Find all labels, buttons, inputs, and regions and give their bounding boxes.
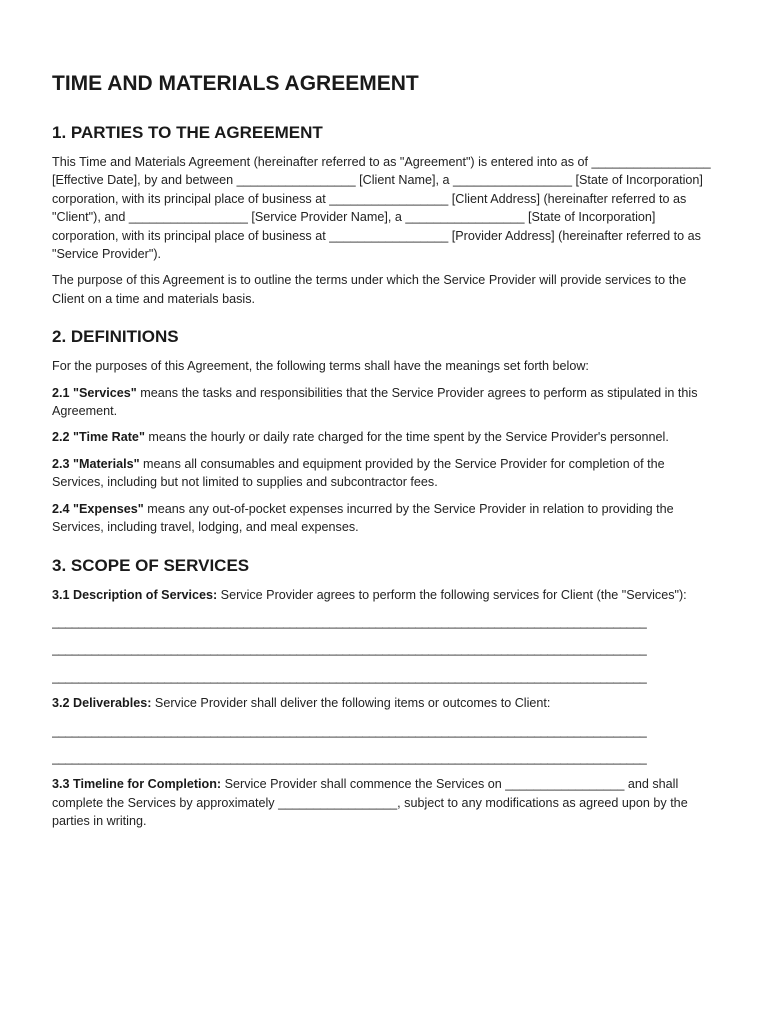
definition-text: means the tasks and responsibilities that the Service Provider agrees to perform as stipulated in this Agreement.: [52, 385, 698, 419]
section-heading-definitions: 2. DEFINITIONS: [52, 327, 179, 347]
definition-text: means any out-of-pocket expenses incurred by the Service Provider in relation to providing the Services, including travel, lodging, and meal expenses.: [52, 501, 674, 535]
deliverables-blank-line: __________________________________________________________________________________________: [52, 750, 647, 765]
services-blank-line: __________________________________________________________________________________________: [52, 642, 647, 657]
definitions-intro: For the purposes of this Agreement, the following terms shall have the meanings set forth below:: [52, 359, 589, 374]
definition-text: means the hourly or daily rate charged for the time spent by the Service Provider's personnel.: [144, 430, 669, 445]
definition-item: [52, 428, 718, 446]
purpose-paragraph: The purpose of this Agreement is to outline the terms under which the Service Provider will provide services to the Client on a time and materials basis.: [52, 273, 687, 306]
definition-item: [52, 384, 718, 421]
scope-deliverables-term: 3.2 Deliverables:: [52, 696, 152, 711]
section-heading-parties: 1. PARTIES TO THE AGREEMENT: [52, 123, 323, 142]
scope-description-term: 3.1 Description of Services:: [52, 587, 218, 602]
scope-deliverables-text: Service Provider shall deliver the following items or outcomes to Client:: [151, 696, 551, 711]
scope-timeline-term: 3.3 Timeline for Completion:: [52, 777, 222, 792]
definition-text: means all consumables and equipment provided by the Service Provider for completion of the Services, including but not limited to supplies and subcontractor fees.: [52, 456, 665, 490]
section-heading-scope: 3. SCOPE OF SERVICES: [52, 555, 250, 575]
deliverables-blank-line: __________________________________________________________________________________________: [52, 723, 647, 738]
scope-timeline-text: Service Provider shall commence the Services on _________________ and shall complete the Services by approximately _________________, subject to any modifications as agreed upon by the parties in writing.: [52, 777, 688, 829]
definition-term: 2.3 "Materials": [52, 456, 140, 471]
parties-paragraph: This Time and Materials Agreement (hereinafter referred to as "Agreement") is entered into as of _________________ [Effective Date], by and between _________________ [Client Name], a _________________ [State of Incorporation] corporation, with its principal place of business at _________________ [Client Address] (hereinafter referred to as "Client"), and _________________ [Service Provider Name], a _________________ [State of Incorporation] corporation, with its principal place of business at _________________ [Provider Address] (hereinafter referred to as "Service Provider").: [52, 155, 711, 262]
definition-item: [52, 455, 718, 492]
definition-term: 2.2 "Time Rate": [52, 430, 145, 445]
definition-term: 2.1 "Services": [52, 385, 137, 400]
document-title: TIME AND MATERIALS AGREEMENT: [52, 72, 419, 95]
scope-description: [52, 586, 718, 604]
scope-deliverables: [52, 694, 718, 712]
definition-item: [52, 500, 718, 537]
scope-description-text: Service Provider agrees to perform the following services for Client (the "Services"):: [217, 587, 687, 602]
definition-term: 2.4 "Expenses": [52, 501, 144, 516]
scope-timeline: [52, 775, 718, 830]
services-blank-line: __________________________________________________________________________________________: [52, 669, 647, 684]
services-blank-line: __________________________________________________________________________________________: [52, 614, 647, 629]
